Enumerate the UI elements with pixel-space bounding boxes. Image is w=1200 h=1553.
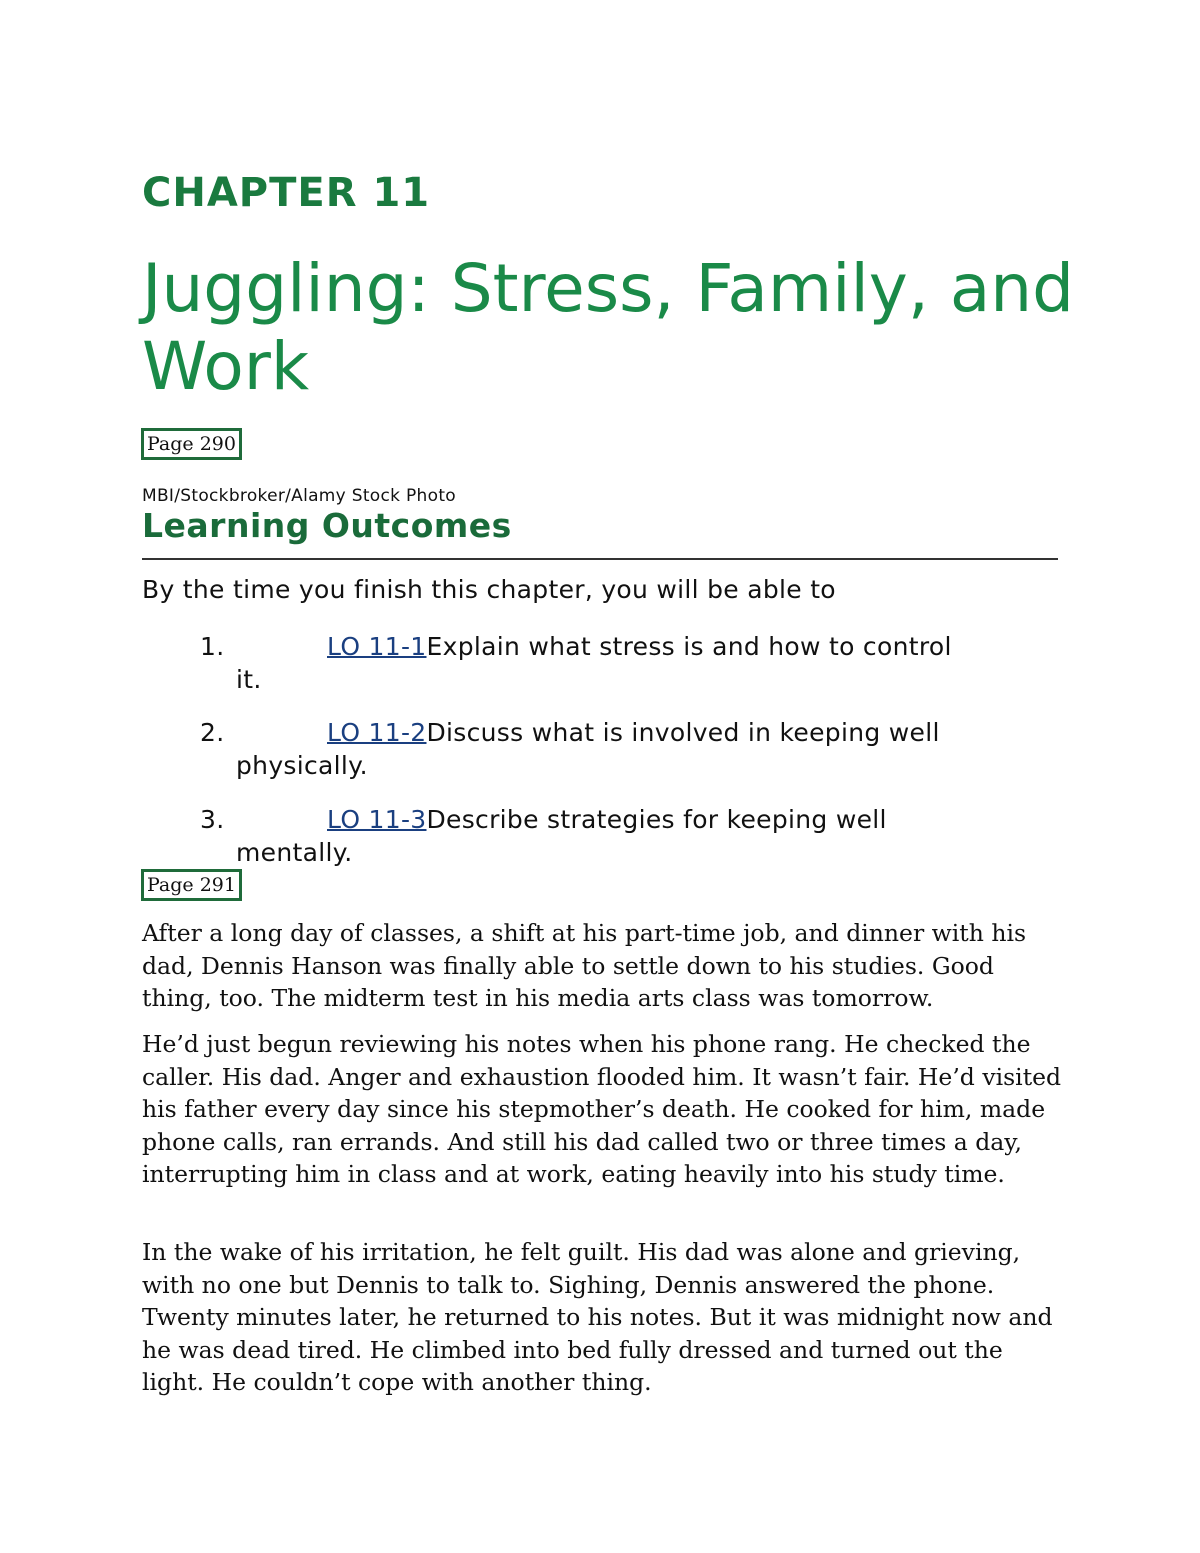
outcome-item	[200, 803, 1060, 869]
body-paragraph: After a long day of classes, a shift at his part-time job, and dinner with his dad, Dennis Hanson was finally able to settle down to his studies. Good thing, too. The midterm test in his media arts class was tomorrow.	[142, 919, 1027, 1012]
outcome-item	[200, 716, 1060, 782]
outcome-text: Explain what stress is and how to control	[426, 632, 952, 661]
section-heading: Learning Outcomes	[142, 506, 512, 545]
outcome-text: Describe strategies for keeping well	[426, 805, 887, 834]
outcome-number: 2.	[200, 718, 225, 747]
outcome-number: 1.	[200, 632, 225, 661]
photo-credit: MBI/Stockbroker/Alamy Stock Photo	[142, 486, 456, 506]
outcome-text-continuation: physically.	[236, 751, 368, 780]
body-paragraph: In the wake of his irritation, he felt guilt. His dad was alone and grieving, with no one but Dennis to talk to. Sighing, Dennis answered the phone. Twenty minutes later, he returned to his notes. But it was midnight now and he was dead tired. He climbed into bed fully dressed and turned out the light. He couldn’t cope with another thing.	[142, 1238, 1053, 1396]
outcome-link[interactable]: LO 11-3	[327, 805, 427, 834]
page-marker: Page 291	[141, 869, 242, 901]
outcome-item	[200, 630, 1060, 696]
outcome-link[interactable]: LO 11-1	[327, 632, 427, 661]
outcome-number: 3.	[200, 805, 225, 834]
page-marker: Page 290	[141, 428, 242, 460]
chapter-title: Juggling: Stress, Family, and Work	[142, 250, 1074, 405]
outcome-text-continuation: mentally.	[236, 838, 353, 867]
outcome-text: Discuss what is involved in keeping well	[426, 718, 940, 747]
heading-divider	[142, 558, 1058, 560]
body-paragraph: He’d just begun reviewing his notes when his phone rang. He checked the caller. His dad. Anger and exhaustion flooded him. It wasn’t fair. He’d visited his father every day since his stepmother’s death. He cooked for him, made phone calls, ran errands. And still his dad called two or three times a day, interrupting him in class and at work, eating heavily into his study time.	[142, 1030, 1062, 1188]
chapter-label: CHAPTER 11	[142, 170, 431, 216]
outcomes-intro: By the time you finish this chapter, you will be able to	[142, 575, 836, 604]
outcome-text-continuation: it.	[236, 665, 262, 694]
outcome-link[interactable]: LO 11-2	[327, 718, 427, 747]
